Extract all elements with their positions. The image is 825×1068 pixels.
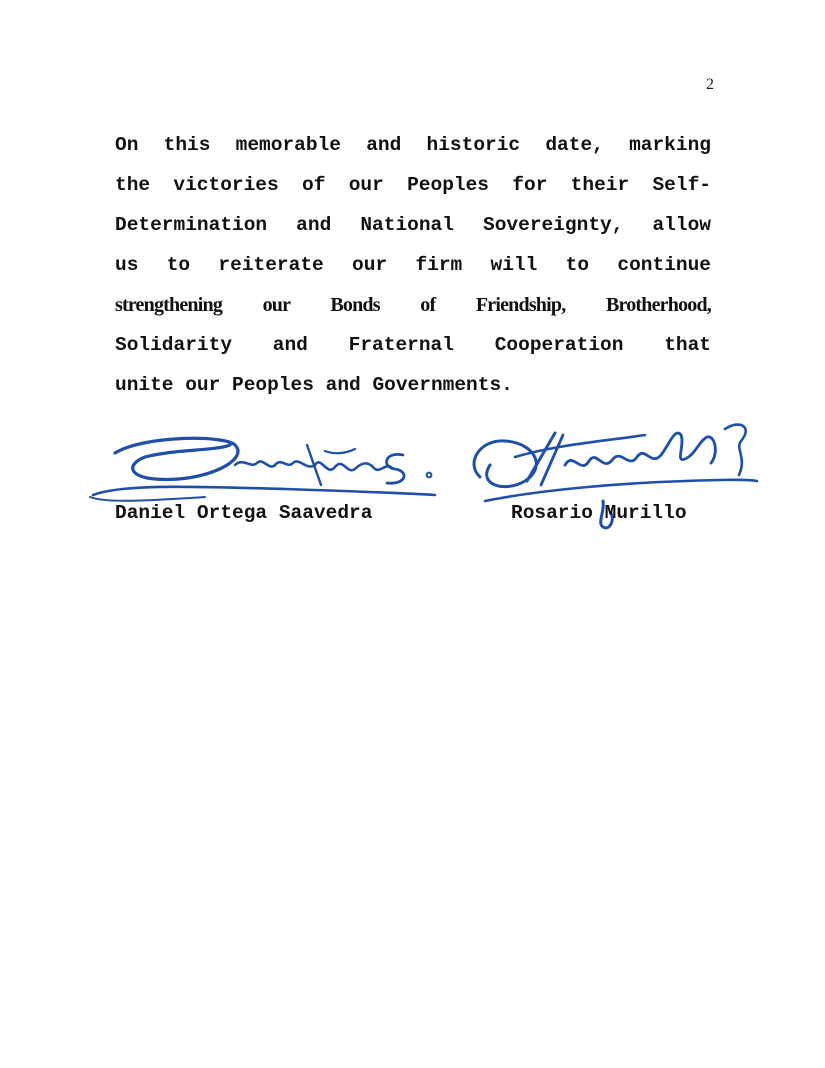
letter-line-6: Solidarity and Fraternal Cooperation that	[115, 334, 711, 356]
letter-line-5: strengthening our Bonds of Friendship, Brotherhood,	[115, 294, 711, 316]
handwritten-signatures	[85, 405, 765, 555]
signer-name-left: Daniel Ortega Saavedra	[115, 502, 373, 524]
letter-line-1: On this memorable and historic date, marking	[115, 134, 711, 156]
letter-line-2: the victories of our Peoples for their Self-	[115, 174, 711, 196]
page-number: 2	[706, 76, 714, 93]
letter-body	[115, 128, 711, 408]
letter-line-4: us to reiterate our firm will to continue	[115, 254, 711, 276]
signer-name-right: Rosario Murillo	[511, 502, 687, 524]
letter-line-7: unite our Peoples and Governments.	[115, 374, 513, 396]
signature-daniel-ortega	[90, 438, 435, 501]
letter-line-3: Determination and National Sovereignty, allow	[115, 214, 711, 236]
